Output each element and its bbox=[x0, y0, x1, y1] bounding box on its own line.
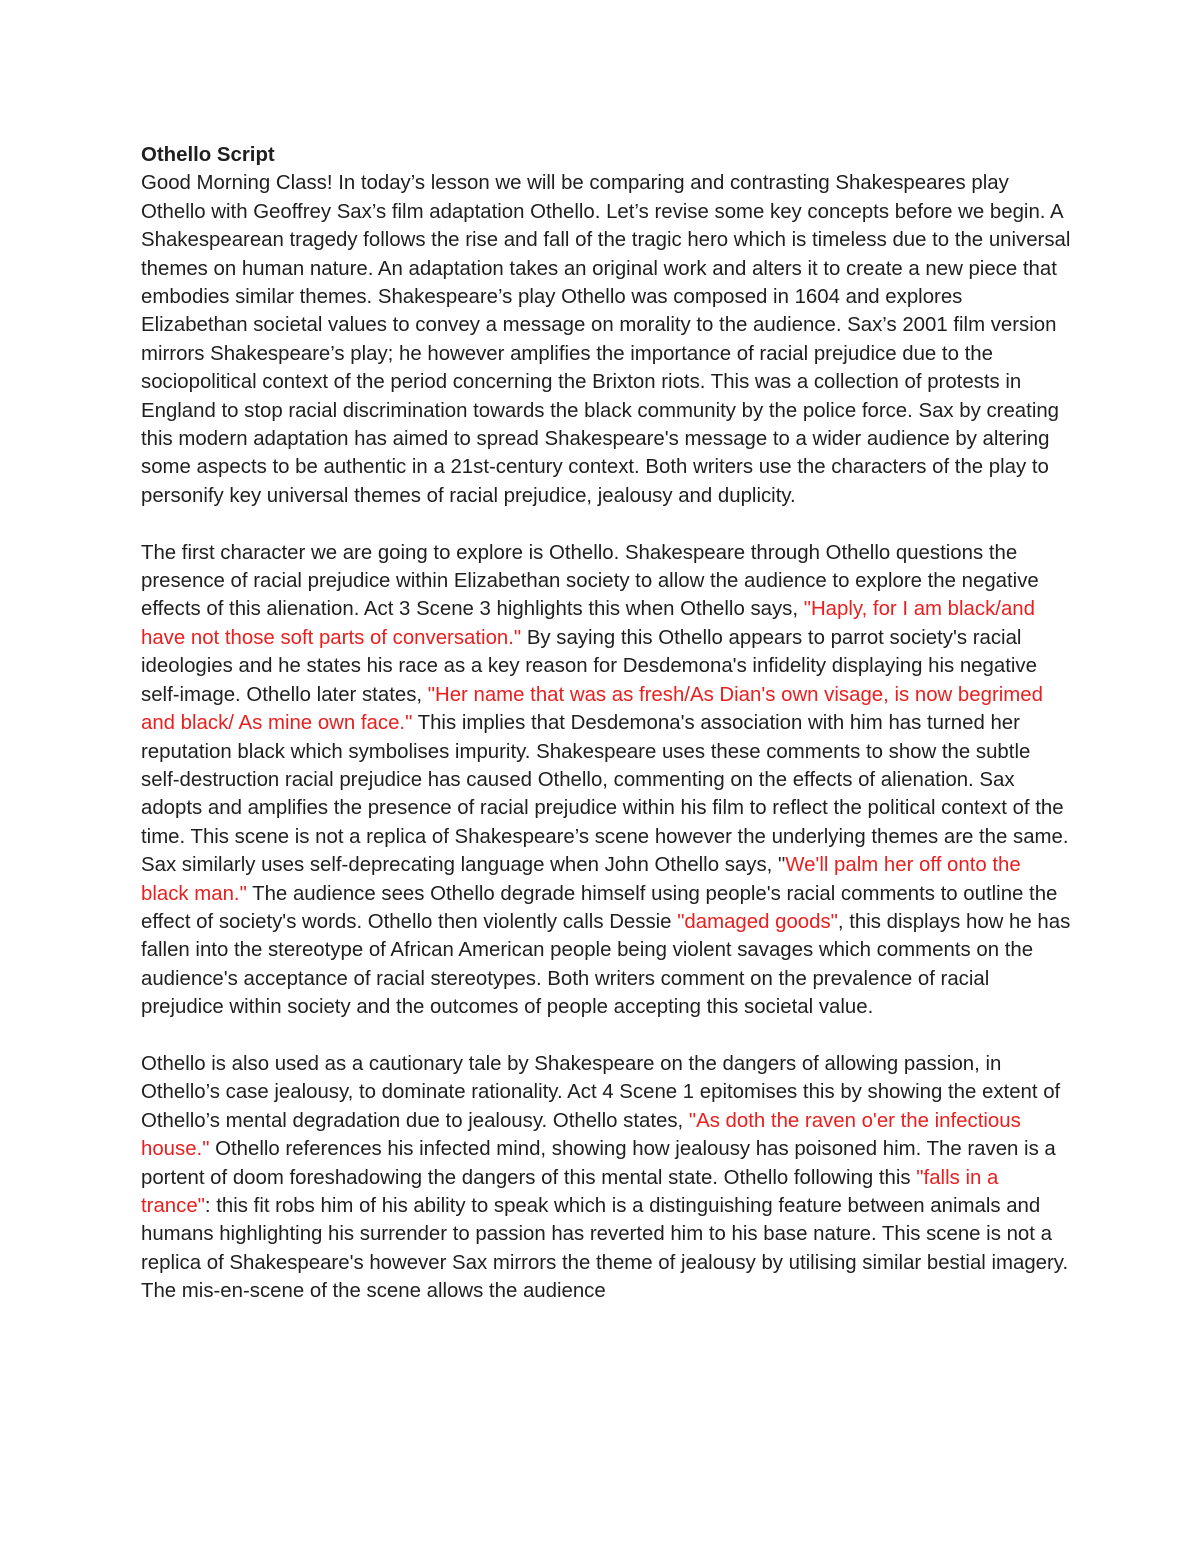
quote-text: "As doth the raven o'er the infectious house." bbox=[141, 1109, 1021, 1161]
body-text: : this fit robs him of his ability to speak which is a distinguishing feature between animals and humans highlighting his surrender to passion has reverted him to his base nature. This scene is not a replica of Shakespeare's however Sax mirrors the theme of jealousy by utilising similar bestial imagery. The mis-en-scene of the scene allows the audience bbox=[141, 1195, 1069, 1303]
body-text: Othello references his infected mind, showing how jealousy has poisoned him. The raven is a portent of doom foreshadowing the dangers of this mental state. Othello following this bbox=[141, 1138, 1056, 1189]
body-text: Othello is also used as a cautionary tale by Shakespeare on the dangers of allowing passion, in Othello’s case jealousy, to dominate rationality. Act 4 Scene 1 epitomises this by showing the extent of Othello’s mental degradation due to jealousy. Othello states, bbox=[141, 1052, 1061, 1132]
quote-text: "damaged goods" bbox=[677, 910, 838, 933]
document-body bbox=[141, 141, 1071, 1306]
quote-text: "Her name that was as fresh/As Dian's own visage, is now begrimed and black/ As mine own face." bbox=[141, 683, 1043, 735]
quote-text: "falls in a trance" bbox=[141, 1166, 999, 1217]
body-text: This implies that Desdemona's association with him has turned her reputation black which symbolises impurity. Shakespeare uses these comments to show the subtle self-destruction racial prejudice has caused Othello, commenting on the effects of alienation. Sax adopts and amplifies the presence of racial prejudice within his film to reflect the political context of the time. This scene is not a replica of Shakespeare’s scene however the underlying themes are the same. Sax similarly uses self-deprecating language when John Othello says, " bbox=[141, 712, 1069, 877]
paragraph-racial-prejudice bbox=[141, 539, 1071, 1022]
body-text: Good Morning Class! In today’s lesson we will be comparing and contrasting Shakespeares play Othello with Geoffrey Sax’s film adaptation Othello. Let’s revise some key concepts before we begin. A Shakespearean tragedy follows the rise and fall of the tragic hero which is timeless due to the universal themes on human nature. An adaptation takes an original work and alters it to create a new piece that embodies similar themes. Shakespeare’s play Othello was composed in 1604 and explores Elizabethan societal values to convey a message on morality to the audience. Sax’s 2001 film version mirrors Shakespeare’s play; he however amplifies the importance of racial prejudice due to the sociopolitical context of the period concerning the Brixton riots. This was a collection of protests in England to stop racial discrimination towards the black community by the police force. Sax by creating this modern adaptation has aimed to spread Shakespeare's message to a wider audience by altering some aspects to be authentic in a 21st-century context. Both writers use the characters of the play to personify key universal themes of racial prejudice, jealousy and duplicity. bbox=[141, 172, 1071, 507]
document-title: Othello Script bbox=[141, 144, 275, 166]
body-text: The audience sees Othello degrade himself using people's racial comments to outline the effect of society's words. Othello then violently calls Dessie bbox=[141, 882, 1058, 933]
body-text: The first character we are going to explore is Othello. Shakespeare through Othello questions the presence of racial prejudice within Elizabethan society to allow the audience to explore the negative effects of this alienation. Act 3 Scene 3 highlights this when Othello says, bbox=[141, 541, 1039, 621]
body-text: , this displays how he has fallen into the stereotype of African American people being violent savages which comments on the audience's acceptance of racial stereotypes. Both writers comment on the prevalence of racial prejudice within society and the outcomes of people accepting this societal value. bbox=[141, 910, 1071, 1019]
body-text: By saying this Othello appears to parrot society's racial ideologies and he states his race as a key reason for Desdemona's infidelity displaying his negative self-image. Othello later states, bbox=[141, 626, 1037, 706]
quote-text: We'll palm her off onto the black man." bbox=[141, 854, 1021, 905]
quote-text: "Haply, for I am black/and have not those soft parts of conversation." bbox=[141, 598, 1035, 649]
paragraph-jealousy bbox=[141, 1050, 1071, 1306]
paragraph-intro bbox=[141, 169, 1071, 510]
